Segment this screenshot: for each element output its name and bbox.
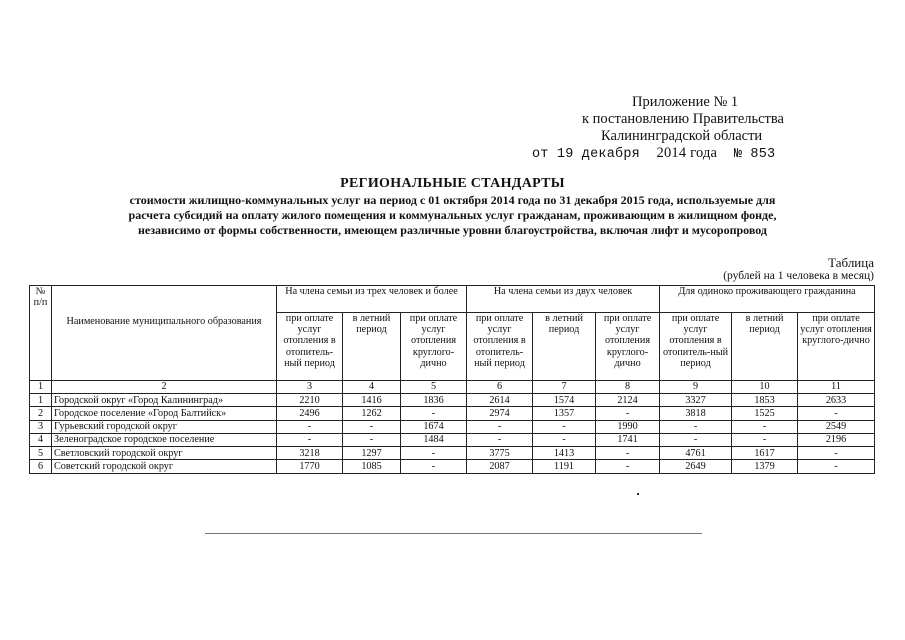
value-cell: 1853	[732, 394, 798, 407]
column-number: 7	[533, 381, 596, 394]
column-number: 11	[798, 381, 875, 394]
value-cell: 1085	[343, 460, 401, 473]
value-cell: 1262	[343, 407, 401, 420]
value-cell: 1990	[596, 420, 660, 433]
annex-year: 2014 года	[656, 145, 718, 161]
value-cell: 1484	[401, 433, 467, 446]
value-cell: -	[596, 407, 660, 420]
column-number: 2	[52, 381, 277, 394]
header-number: № п/п	[30, 286, 52, 381]
value-cell: -	[660, 420, 732, 433]
document-subtitle-line-3: независимо от формы собственности, имеющем различные уровни благоустройства, включая лифт и мусоропровод	[137, 223, 767, 237]
value-cell: 1770	[277, 460, 343, 473]
annex-date: от 19 декабря	[532, 147, 640, 162]
column-number-row	[30, 381, 875, 394]
value-cell: 2196	[798, 433, 875, 446]
value-cell: 4761	[660, 447, 732, 460]
row-number: 6	[30, 460, 52, 473]
row-number: 5	[30, 447, 52, 460]
header-year-round: при оплате услуг отопления круглого-дично	[596, 313, 660, 381]
value-cell: -	[596, 460, 660, 473]
value-cell: -	[401, 407, 467, 420]
column-number: 3	[277, 381, 343, 394]
value-cell: -	[732, 433, 798, 446]
value-cell: -	[533, 433, 596, 446]
value-cell: -	[401, 460, 467, 473]
municipality-name: Советский городской округ	[52, 460, 277, 473]
value-cell: 1617	[732, 447, 798, 460]
value-cell: 1379	[732, 460, 798, 473]
value-cell: 2549	[798, 420, 875, 433]
document-title: РЕГИОНАЛЬНЫЕ СТАНДАРТЫ	[340, 176, 565, 191]
value-cell: -	[343, 420, 401, 433]
column-number: 9	[660, 381, 732, 394]
header-group-single: Для одиноко проживающего гражданина	[660, 286, 875, 313]
column-number: 10	[732, 381, 798, 394]
header-summer-period: в летний период	[533, 313, 596, 381]
municipality-name: Городской округ «Город Калининград»	[52, 394, 277, 407]
value-cell: 1297	[343, 447, 401, 460]
value-cell: 1191	[533, 460, 596, 473]
value-cell: -	[732, 420, 798, 433]
value-cell: 3327	[660, 394, 732, 407]
header-heating-period: при оплате услуг отопления в отопитель-ный период	[660, 313, 732, 381]
header-year-round: при оплате услуг отопления круглого-дично	[401, 313, 467, 381]
value-cell: 2614	[467, 394, 533, 407]
header-year-round: при оплате услуг отопления круглого-дично	[798, 313, 875, 381]
municipality-name: Городское поселение «Город Балтийск»	[52, 407, 277, 420]
value-cell: 1836	[401, 394, 467, 407]
document-subtitle-line-1: стоимости жилищно-коммунальных услуг на период с 01 октября 2014 года по 31 декабря 2015 года, используемые для	[129, 193, 776, 207]
table-row	[30, 433, 875, 446]
value-cell: 1416	[343, 394, 401, 407]
municipality-name: Светловский городской округ	[52, 447, 277, 460]
municipality-name: Гурьевский городской округ	[52, 420, 277, 433]
annex-date-line	[532, 145, 775, 163]
column-number: 4	[343, 381, 401, 394]
header-summer-period: в летний период	[732, 313, 798, 381]
footer-rule	[205, 533, 702, 534]
value-cell: 2974	[467, 407, 533, 420]
row-number: 4	[30, 433, 52, 446]
table-row	[30, 394, 875, 407]
table-row	[30, 420, 875, 433]
value-cell: 3218	[277, 447, 343, 460]
value-cell: -	[277, 433, 343, 446]
column-number: 5	[401, 381, 467, 394]
value-cell: 3775	[467, 447, 533, 460]
value-cell: 1674	[401, 420, 467, 433]
value-cell: -	[467, 433, 533, 446]
value-cell: -	[596, 447, 660, 460]
document-subtitle-line-2: расчета субсидий на оплату жилого помещения и коммунальных услуг гражданам, проживающим в жилищном фонде,	[128, 208, 777, 222]
value-cell: -	[798, 447, 875, 460]
value-cell: 1741	[596, 433, 660, 446]
annex-line-3: Калининградской области	[601, 128, 763, 144]
value-cell: -	[343, 433, 401, 446]
table-row	[30, 460, 875, 473]
header-heating-period: при оплате услуг отопления в отопитель-ный период	[277, 313, 343, 381]
value-cell: 1357	[533, 407, 596, 420]
standards-table	[29, 285, 875, 474]
value-cell: -	[798, 407, 875, 420]
header-group-two: На члена семьи из двух человек	[467, 286, 660, 313]
table-body	[30, 394, 875, 474]
value-cell: 2087	[467, 460, 533, 473]
annex-number: № 853	[733, 147, 776, 162]
table-units: (рублей на 1 человека в месяц)	[723, 270, 874, 282]
row-number: 1	[30, 394, 52, 407]
annex-line-1: Приложение № 1	[632, 94, 739, 110]
value-cell: 2633	[798, 394, 875, 407]
row-number: 2	[30, 407, 52, 420]
column-number: 6	[467, 381, 533, 394]
value-cell: 1574	[533, 394, 596, 407]
table-row	[30, 407, 875, 420]
value-cell: 2649	[660, 460, 732, 473]
column-number: 8	[596, 381, 660, 394]
value-cell: 2496	[277, 407, 343, 420]
header-heating-period: при оплате услуг отопления в отопитель-ный период	[467, 313, 533, 381]
stray-dot	[637, 493, 639, 495]
table-row	[30, 447, 875, 460]
value-cell: -	[277, 420, 343, 433]
municipality-name: Зеленоградское городское поселение	[52, 433, 277, 446]
header-municipality: Наименование муниципального образования	[52, 286, 277, 381]
column-number: 1	[30, 381, 52, 394]
value-cell: 1413	[533, 447, 596, 460]
value-cell: -	[467, 420, 533, 433]
value-cell: -	[401, 447, 467, 460]
row-number: 3	[30, 420, 52, 433]
annex-line-2: к постановлению Правительства	[582, 111, 784, 127]
value-cell: -	[533, 420, 596, 433]
table-label: Таблица	[828, 255, 874, 270]
value-cell: -	[660, 433, 732, 446]
value-cell: 3818	[660, 407, 732, 420]
value-cell: -	[798, 460, 875, 473]
header-summer-period: в летний период	[343, 313, 401, 381]
value-cell: 1525	[732, 407, 798, 420]
header-group-three-plus: На члена семьи из трех человек и более	[277, 286, 467, 313]
value-cell: 2124	[596, 394, 660, 407]
value-cell: 2210	[277, 394, 343, 407]
